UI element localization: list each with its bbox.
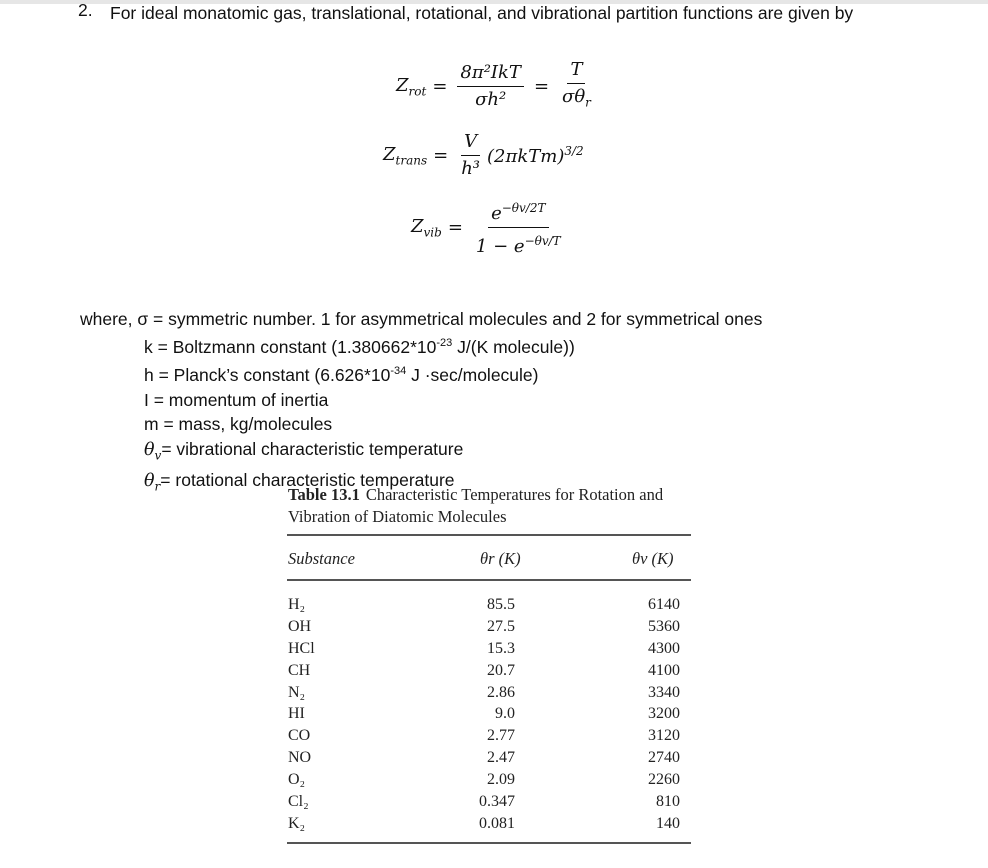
- table-cell: NO: [288, 749, 312, 767]
- table-cell: 2260: [648, 771, 680, 789]
- table-cell: 2740: [648, 749, 680, 767]
- table-cell: 0.081: [479, 814, 515, 832]
- table-label: Table 13.1: [288, 485, 360, 504]
- table-cell: 3340: [648, 683, 680, 701]
- def-boltzmann: k = Boltzmann constant ($1.380662*10^{-23}$ J/(K molecule)): [144, 336, 575, 357]
- def-theta-r: $\theta_r=$ rotational characteristic temperature: [144, 469, 455, 494]
- table-cell: O₂: [288, 771, 306, 789]
- table-header-theta-v: θv (K): [632, 549, 674, 568]
- table-bottom-rule: [287, 842, 691, 844]
- table-cell: 85.5: [487, 596, 515, 613]
- table-cell: 810: [656, 793, 680, 811]
- z-vib-fraction: $\frac{e^{-\theta v/2T}}{1 - e^{-\theta v/T}}$: [473, 198, 564, 257]
- table-cell: CO: [288, 727, 311, 745]
- def-inertia: I = momentum of inertia: [144, 389, 329, 410]
- table-cell: 6140: [648, 596, 680, 613]
- z-rot-fraction-1: $\frac{\text{8π²IkT}}{\text{σh²}}$: [457, 63, 524, 110]
- table-header-theta-r: θr (K): [480, 549, 521, 568]
- table-top-rule: [287, 534, 691, 536]
- table-caption-text: Characteristic Temperatures for Rotation and Vibration of Diatomic Molecules: [288, 485, 664, 526]
- table-cell: HCl: [288, 639, 315, 657]
- z-trans-fraction: $\frac{V}{\text{h³}}$: [461, 131, 481, 179]
- table-cell: 4300: [648, 639, 680, 657]
- equation-z-vib: $Z_{vib}$ = $\frac{e^{-\theta v/2T}}{1 - e^{-\theta v/T}}$: [411, 198, 568, 257]
- table-cell: 140: [656, 814, 680, 832]
- z-rot-symbol: $Z_{rot}$: [396, 74, 427, 99]
- z-vib-symbol: $Z_{vib}$: [411, 215, 442, 240]
- table-cell: 3200: [648, 705, 680, 723]
- table-cell: H₂: [288, 596, 306, 613]
- table-cell: 2.47: [487, 749, 515, 767]
- z-trans-tail: $(2\pi kTm)^{3/2}$: [487, 144, 584, 167]
- question-text: For ideal monatomic gas, translational, rotational, and vibrational partition functions are given by: [110, 3, 854, 23]
- table-cell: 0.347: [479, 793, 515, 811]
- def-planck: h = Planck’s constant ($6.626*10^{-34}$ J ·sec/molecule): [144, 365, 539, 386]
- table-column-substance: [288, 594, 315, 835]
- def-theta-v: $\theta_v=$ vibrational characteristic temperature: [144, 438, 464, 463]
- table-cell: 2.77: [487, 727, 515, 745]
- table-caption: [288, 484, 708, 528]
- where-intro: where, σ = symmetric number. 1 for asymmetrical molecules and 2 for symmetrical ones: [80, 309, 763, 329]
- table-cell: 27.5: [487, 617, 515, 635]
- table-cell: OH: [288, 617, 312, 635]
- z-rot-fraction-2: $\frac{T}{\sigma\theta_r}$: [562, 59, 591, 110]
- table-cell: Cl₂: [288, 793, 309, 811]
- table-column-theta-r: [455, 594, 515, 835]
- definitions-list: [144, 331, 575, 499]
- table-cell: 2.86: [487, 683, 515, 701]
- table-cell: 3120: [648, 727, 680, 745]
- def-mass: m = mass, kg/molecules: [144, 414, 333, 435]
- equation-z-rot: $Z_{rot}$ = $\frac{\text{8π²IkT}}{\text{σh²}}$ = $\frac{T}{\sigma\theta_r}$: [396, 60, 598, 113]
- table-cell: 15.3: [487, 639, 515, 657]
- table-column-theta-v: [620, 594, 680, 835]
- z-trans-symbol: $Z_{trans}$: [383, 143, 428, 168]
- table-cell: N₂: [288, 683, 306, 701]
- table-cell: 5360: [648, 617, 680, 635]
- table-header-rule: [287, 579, 691, 581]
- table-cell: 20.7: [487, 661, 515, 679]
- table-cell: 2.09: [487, 771, 515, 789]
- table-cell: 9.0: [495, 705, 515, 723]
- table-cell: HI: [288, 705, 305, 723]
- table-header-substance: Substance: [288, 549, 355, 568]
- equation-z-trans: $Z_{trans}$ = $\frac{V}{\text{h³}}$ $(2\pi kTm)^{3/2}$: [383, 131, 584, 179]
- question-number: 2.: [78, 0, 93, 20]
- table-cell: K₂: [288, 814, 306, 832]
- table-cell: CH: [288, 661, 311, 679]
- table-cell: 4100: [648, 661, 680, 679]
